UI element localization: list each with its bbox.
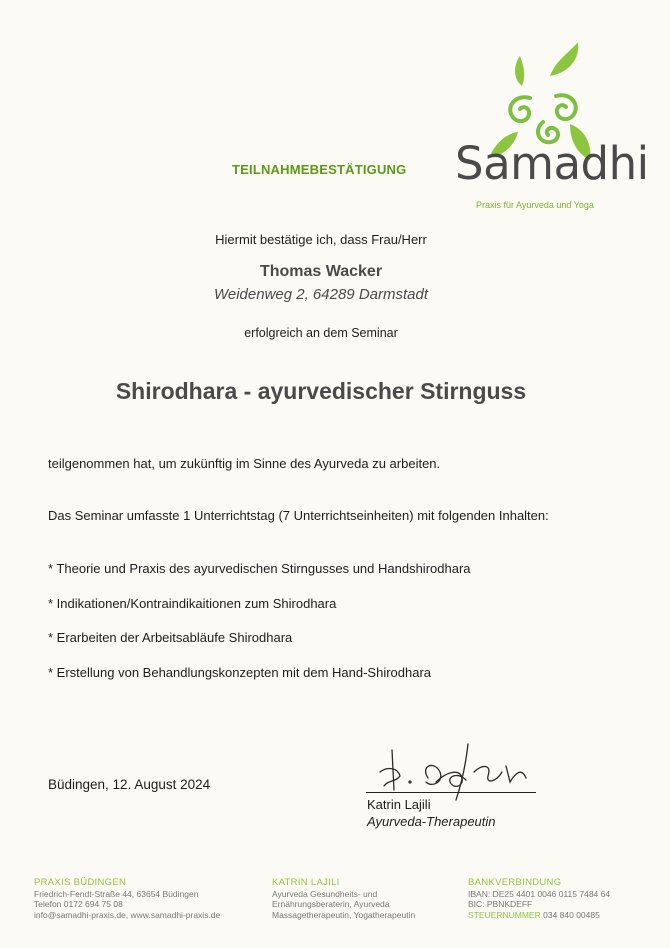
place-and-date: Büdingen, 12. August 2024 — [48, 777, 211, 792]
footer-person — [272, 878, 415, 920]
logo-tagline: Praxis für Ayurveda und Yoga — [476, 200, 594, 210]
footer-person-heading: KATRIN LAJILI — [272, 877, 340, 888]
certificate-title: TEILNAHMEBESTÄTIGUNG — [232, 162, 407, 177]
handwritten-signature — [370, 742, 540, 802]
footer-bank-iban: IBAN: DE25 4401 0046 0115 7484 64 — [468, 888, 611, 899]
footer-practice-web: info@samadhi-praxis.de, www.samadhi-praxis.de — [34, 909, 221, 920]
list-item: * Erstellung von Behandlungskonzepten mit dem Hand-Shirodhara — [48, 664, 432, 680]
footer-tax-number: 034 840 00485 — [543, 909, 600, 920]
footer-tax-row — [468, 910, 610, 921]
signer-title: Ayurveda-Therapeutin — [367, 814, 496, 829]
intro-text: Hiermit bestätige ich, dass Frau/Herr — [215, 232, 427, 247]
success-text: erfolgreich an dem Seminar — [244, 326, 398, 340]
logo-wordmark: Samadhi — [455, 137, 649, 190]
signature-line — [366, 792, 536, 793]
participant-address: Weidenweg 2, 64289 Darmstadt — [213, 286, 428, 303]
footer-practice-heading: PRAXIS BÜDINGEN — [34, 877, 127, 888]
participant-name: Thomas Wacker — [259, 263, 383, 280]
footer-bank-heading: BANKVERBINDUNG — [468, 877, 562, 888]
footer-practice — [34, 878, 220, 920]
footer-practice-street: Friedrich-Fendt-Straße 44, 63654 Büdingen — [34, 888, 199, 899]
seminar-scope-text: Das Seminar umfasste 1 Unterrichtstag (7 Unterrichtseinheiten) mit folgenden Inhalten: — [48, 508, 549, 523]
signer-name: Katrin Lajili — [367, 797, 431, 812]
footer-tax-label: STEUERNUMMER — [468, 909, 541, 920]
seminar-contents-list — [48, 561, 471, 699]
list-item: * Theorie und Praxis des ayurvedischen Stirngusses und Handshirodhara — [48, 561, 471, 576]
footer-bank-bic: BIC: PBNKDEFF — [468, 899, 533, 909]
footer-bank — [468, 878, 610, 920]
footer-practice-phone: Telefon 0172 694 75 08 — [34, 899, 123, 909]
seminar-title: Shirodhara - ayurvedischer Stirnguss — [115, 378, 527, 404]
list-item: * Indikationen/Kontraindikaitionen zum Shirodhara — [48, 595, 337, 611]
list-item: * Erarbeiten der Arbeitsabläufe Shirodhara — [48, 630, 293, 645]
footer-person-line3: Massagetherapeutin, Yogatherapeutin — [272, 909, 416, 920]
participation-text: teilgenommen hat, um zukünftig im Sinne des Ayurveda zu arbeiten. — [48, 456, 441, 471]
footer-person-line2: Ernährungsberaterin, Ayurveda — [272, 899, 390, 909]
footer-person-line1: Ayurveda Gesundheits- und — [272, 888, 378, 899]
